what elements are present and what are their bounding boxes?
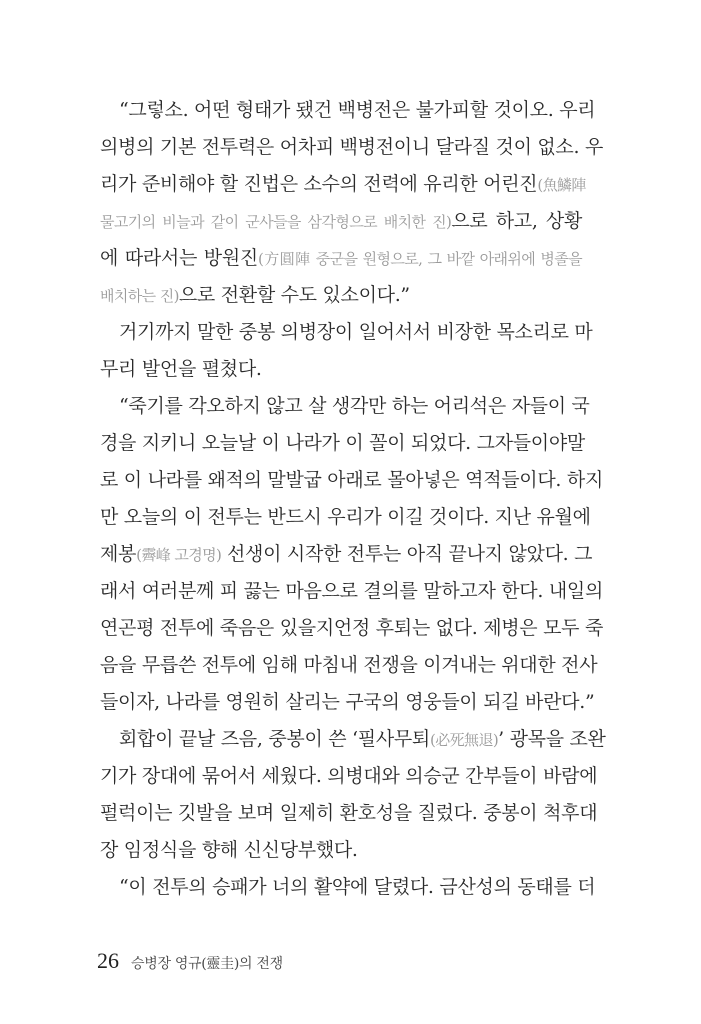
text-line <box>100 610 604 647</box>
text-line <box>100 277 582 314</box>
page-number: 26 <box>97 948 119 973</box>
annotation-text: 배치하는 진) <box>100 287 179 305</box>
body-text-segment: “이 전투의 승패가 너의 활약에 달렸다. 금산성의 동태를 더 <box>119 876 596 898</box>
text-line <box>100 721 606 758</box>
annotation-text: (方圓陣 중군을 원형으로, 그 바깥 아래위에 병졸을 <box>257 250 582 268</box>
text-line <box>100 203 582 240</box>
body-text-segment: 들이자, 나라를 영원히 살리는 구국의 영웅들이 되길 바란다.” <box>100 691 595 713</box>
text-line <box>100 388 590 425</box>
body-text-segment: 리가 준비해야 할 진법은 소수의 전력에 유리한 어린진 <box>100 173 538 195</box>
text-line <box>100 647 598 684</box>
text-line <box>100 425 585 462</box>
body-text-segment: ’ 광목을 조완 <box>498 728 606 750</box>
body-text-segment: 장 임정식을 향해 신신당부했다. <box>100 839 358 861</box>
text-line <box>100 869 596 906</box>
body-text-segment: 펄럭이는 깃발을 보며 일제히 환호성을 질렀다. 중봉이 척후대 <box>100 802 598 824</box>
page-footer <box>97 948 283 978</box>
body-text-segment: 연곤평 전투에 죽음은 있을지언정 후퇴는 없다. 제병은 모두 죽 <box>100 617 604 639</box>
body-text-segment: 거기까지 말한 중봉 의병장이 일어서서 비장한 목소리로 마 <box>119 321 593 343</box>
text-line <box>100 314 593 351</box>
annotation-text: (必死無退) <box>430 731 499 749</box>
text-line <box>100 351 582 388</box>
body-text <box>100 92 606 906</box>
body-text-segment: 기가 장대에 묶어서 세웠다. 의병대와 의승군 간부들이 바람에 <box>100 765 598 787</box>
text-line <box>100 795 598 832</box>
annotation-text: (霽峰 고경명) <box>136 546 222 564</box>
annotation-text: (魚鱗陣 <box>537 176 586 194</box>
text-line <box>100 684 595 721</box>
body-text-segment: 음을 무릅쓴 전투에 임해 마침내 전쟁을 이겨내는 위대한 전사 <box>100 654 598 676</box>
running-title: 승병장 영규(靈圭)의 전쟁 <box>131 956 283 972</box>
text-line <box>100 758 598 795</box>
text-line <box>100 92 596 129</box>
body-text-segment: 래서 여러분께 피 끓는 마음으로 결의를 말하고자 한다. 내일의 <box>100 580 604 602</box>
text-line <box>100 573 604 610</box>
text-line <box>100 129 604 166</box>
body-text-segment: “그렇소. 어떤 형태가 됐건 백병전은 불가피할 것이오. 우리 <box>119 99 596 121</box>
text-line <box>100 462 604 499</box>
body-text-segment: 제봉 <box>100 543 137 565</box>
text-line <box>100 832 582 869</box>
text-line <box>100 240 582 277</box>
body-text-segment: 로 이 나라를 왜적의 말발굽 아래로 몰아넣은 역적들이다. 하지 <box>100 469 604 491</box>
body-text-segment: 만 오늘의 이 전투는 반드시 우리가 이길 것이다. 지난 유월에 <box>100 506 591 528</box>
body-text-segment: 선생이 시작한 전투는 아직 끝나지 않았다. 그 <box>221 543 593 565</box>
body-text-segment: 에 따라서는 방원진 <box>100 247 258 269</box>
body-text-segment: 경을 지키니 오늘날 이 나라가 이 꼴이 되었다. 그자들이야말 <box>100 432 585 454</box>
body-text-segment: “죽기를 각오하지 않고 살 생각만 하는 어리석은 자들이 국 <box>119 395 590 417</box>
body-text-segment: 으로 전환할 수도 있소이다.” <box>178 284 410 306</box>
body-text-segment: 으로 하고, 상황 <box>451 210 583 232</box>
text-line <box>100 536 593 573</box>
annotation-text: 물고기의 비늘과 같이 군사들을 삼각형으로 배치한 진) <box>100 213 452 231</box>
body-text-segment: 의병의 기본 전투력은 어차피 백병전이니 달라질 것이 없소. 우 <box>100 136 604 158</box>
body-text-segment: 회합이 끝날 즈음, 중봉이 쓴 ‘필사무퇴 <box>119 728 430 750</box>
text-line <box>100 166 586 203</box>
text-line <box>100 499 591 536</box>
body-text-segment: 무리 발언을 펼쳤다. <box>100 358 262 380</box>
